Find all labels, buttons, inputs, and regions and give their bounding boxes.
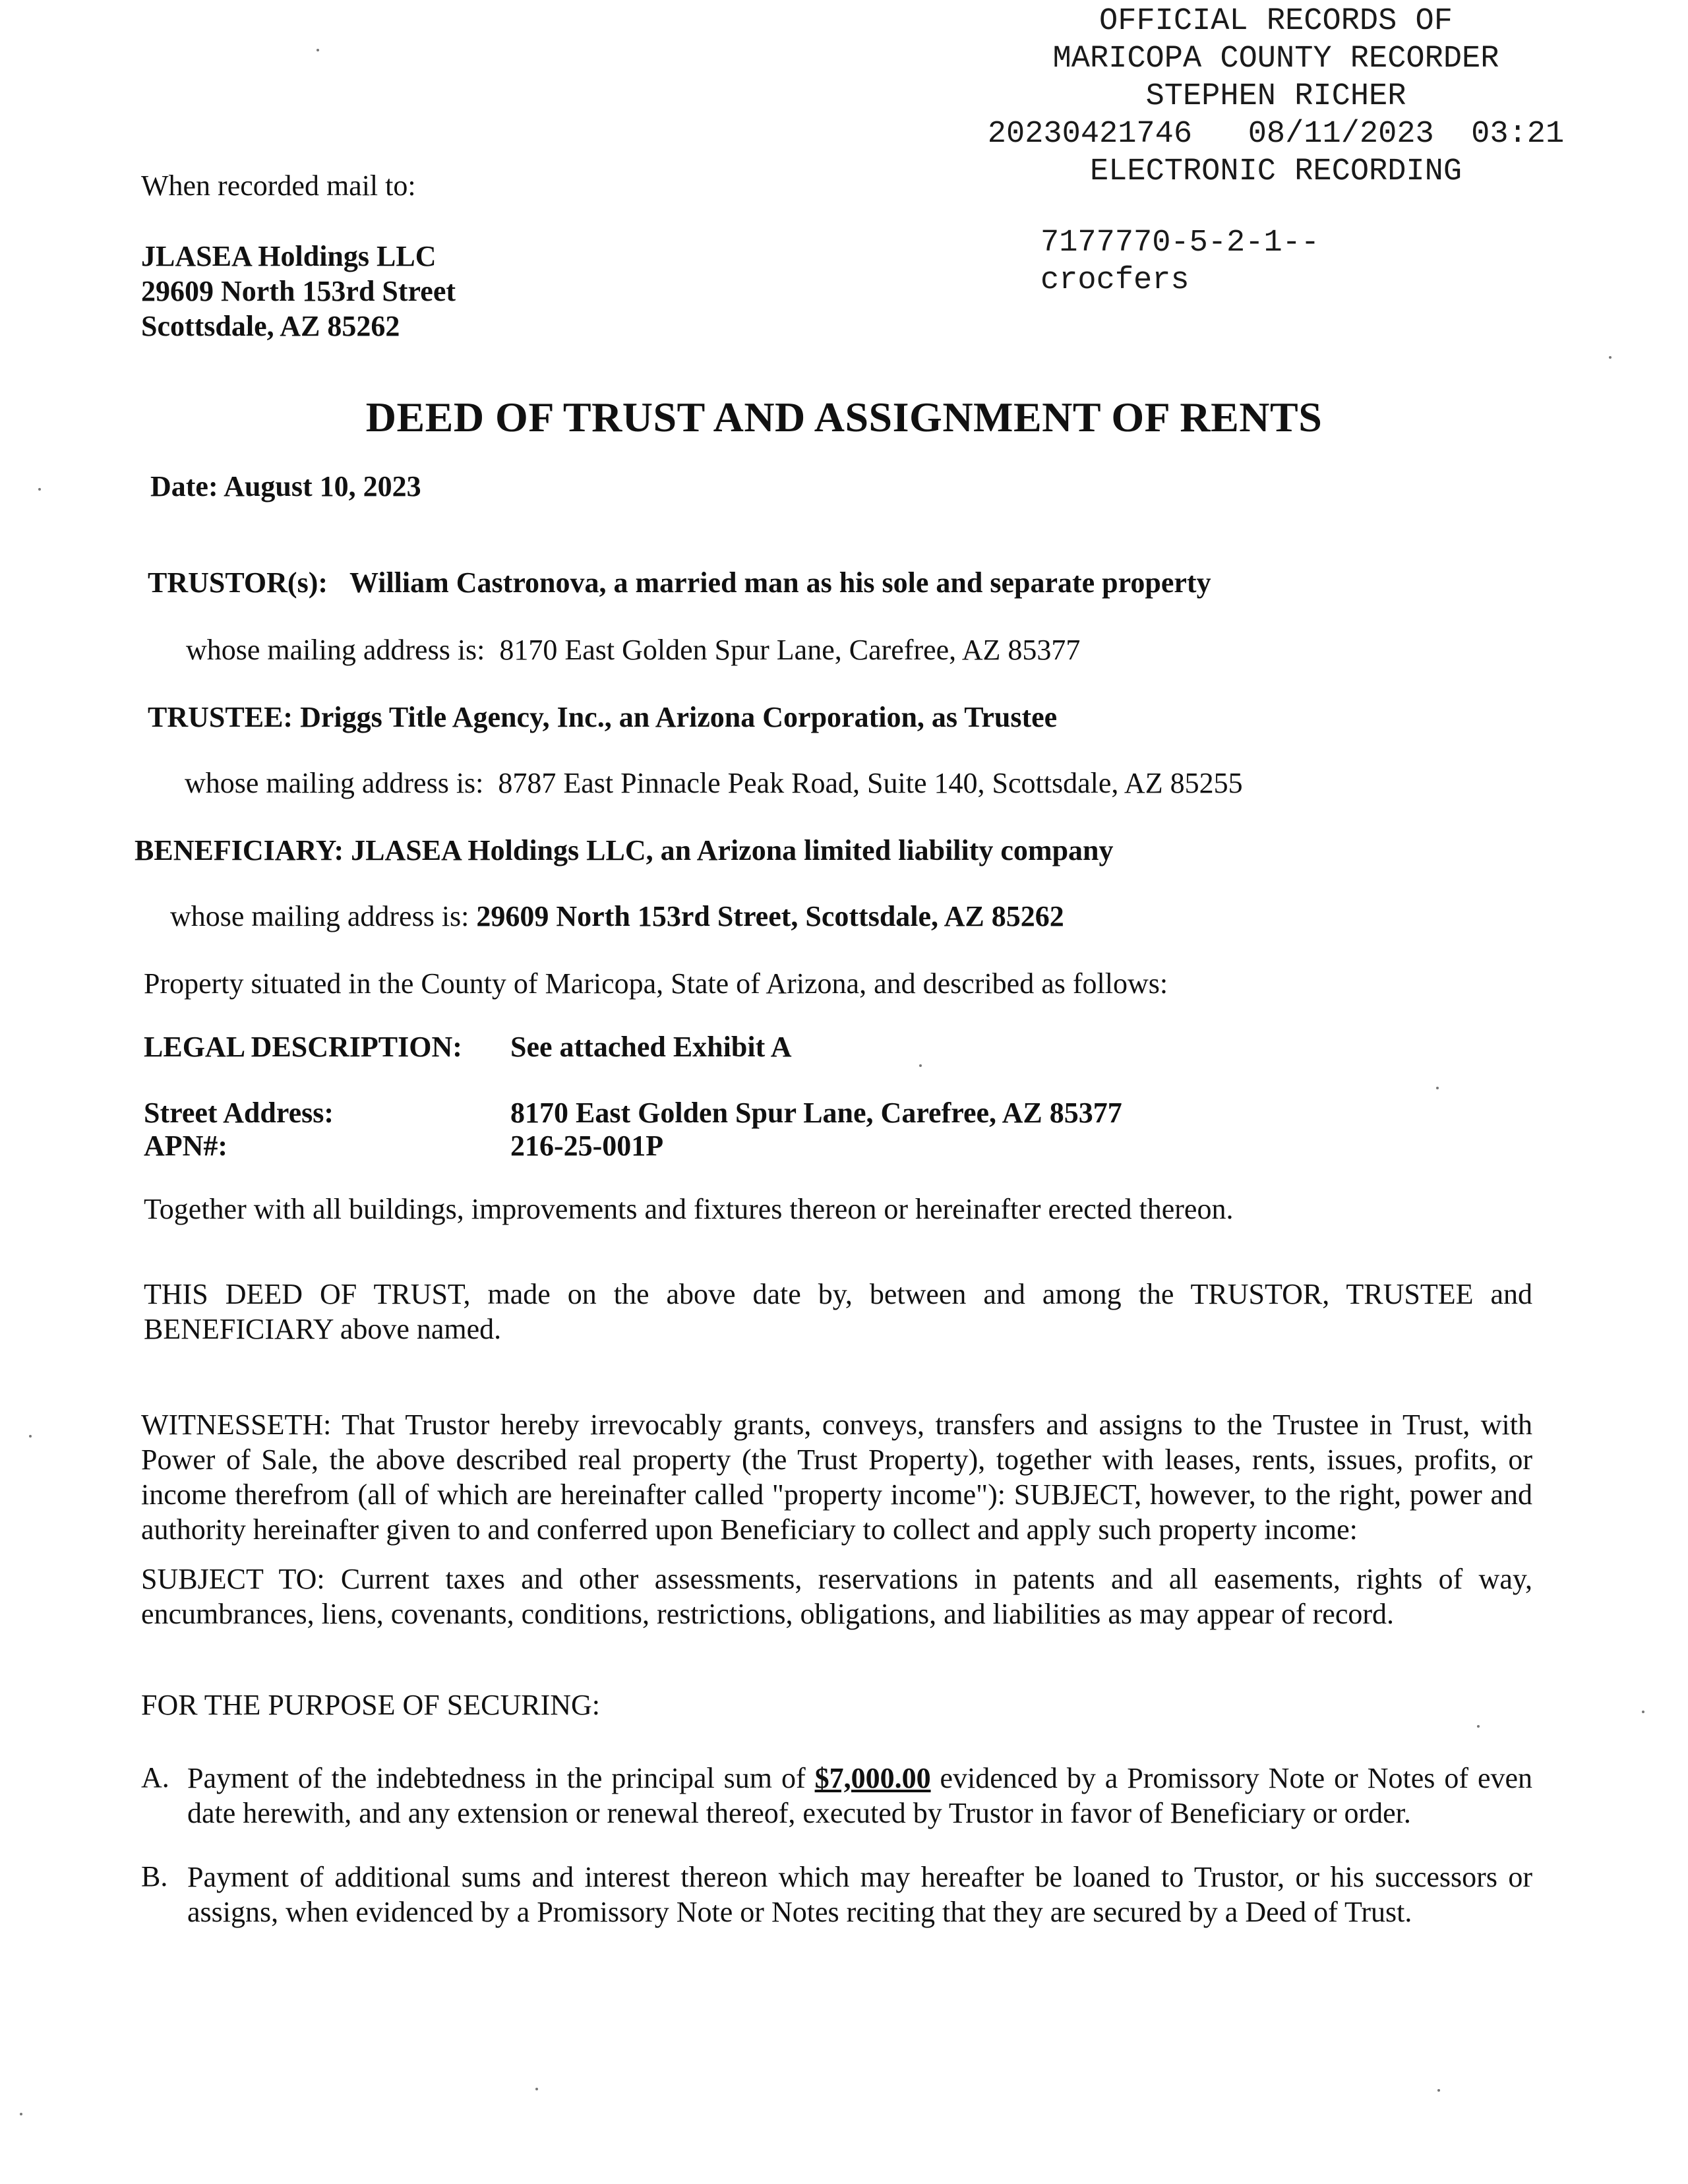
item-b-letter: B. [141,1860,168,1893]
recording-date: 08/11/2023 [1248,117,1434,152]
document-date: Date: August 10, 2023 [150,470,421,502]
street-address-value: 8170 East Golden Spur Lane, Carefree, AZ 85377 [510,1097,1122,1129]
trustee-mailing-prefix: whose mailing address is: [185,767,484,799]
trustor-value: William Castronova, a married man as his sole and separate property [349,566,1211,599]
street-address-label: Street Address: [144,1097,334,1129]
trustee-mailing-address: 8787 East Pinnacle Peak Road, Suite 140, Scottsdale, AZ 85255 [498,767,1243,799]
scan-speck [1609,356,1612,359]
item-a-text-before: Payment of the indebtedness in the principal sum of [187,1762,815,1794]
mail-to-label: When recorded mail to: [141,169,416,202]
item-a-text [187,1761,1532,1831]
trustee-value: Driggs Title Agency, Inc., an Arizona Corporation, as Trustee [300,701,1058,733]
legal-description-label: LEGAL DESCRIPTION: [144,1031,462,1063]
recording-number-line [910,115,1642,153]
scan-speck [919,1064,922,1067]
scan-speck [1477,1725,1480,1728]
trustee-mailing [185,766,1243,800]
scan-speck [20,2113,22,2115]
trustee-line [148,700,1057,734]
trustor-line [148,566,1211,599]
trustor-mailing [186,633,1080,667]
mail-to-city: Scottsdale, AZ 85262 [141,310,400,342]
trustor-mailing-prefix: whose mailing address is: [186,634,485,666]
beneficiary-mailing-address: 29609 North 153rd Street, Scottsdale, AZ 85262 [476,900,1064,932]
together-clause: Together with all buildings, improvements and fixtures thereon or hereinafter erected thereon. [144,1193,1234,1225]
recorder-line-1: OFFICIAL RECORDS OF [1099,4,1453,39]
beneficiary-line [135,834,1114,867]
property-intro: Property situated in the County of Maricopa, State of Arizona, and described as follows: [144,967,1168,1000]
apn-label: APN#: [144,1130,228,1162]
recorder-stamp [910,3,1642,191]
recorder-line-3: STEPHEN RICHER [1145,79,1406,114]
recorder-line-5: ELECTRONIC RECORDING [1089,154,1462,189]
apn-value: 216-25-001P [510,1130,664,1162]
scan-speck [316,49,319,51]
trustee-label: TRUSTEE: [148,701,293,733]
beneficiary-mailing-prefix: whose mailing address is: [170,900,469,932]
item-a-letter: A. [141,1761,169,1794]
beneficiary-label: BENEFICIARY: [135,834,344,866]
mail-to-street: 29609 North 153rd Street [141,275,456,307]
beneficiary-mailing [170,899,1064,933]
trustor-label: TRUSTOR(s): [148,566,328,599]
mail-to-address [141,239,456,344]
scan-speck [535,2088,538,2090]
scan-speck [1642,1711,1644,1713]
legal-description-value: See attached Exhibit A [510,1031,792,1063]
item-b-text: Payment of additional sums and interest thereon which may hereafter be loaned to Trustor, or his successors or assigns, when evidenced by a Promissory Note or Notes reciting that they are secured by a Deed of Trust. [187,1861,1532,1928]
witnesseth-paragraph: WITNESSETH: That Trustor hereby irrevocably grants, conveys, transfers and assigns to the Trustee in Trust, with Power of Sale, the above described real property (the Trust Property), together with leases, rents, issues, profits, or income therefrom (all of which are hereinafter called "property income"): SUBJECT, however, to the right, power and authority hereinafter given to and conferred upon Beneficiary to collect and apply such property income: [141,1409,1532,1546]
document-reference [1040,224,1319,299]
beneficiary-value: JLASEA Holdings LLC, an Arizona limited liability company [351,834,1114,866]
mail-to-name: JLASEA Holdings LLC [141,240,437,272]
purpose-heading: FOR THE PURPOSE OF SECURING: [141,1689,601,1721]
principal-sum: $7,000.00 [814,1762,931,1794]
scan-speck [38,488,41,491]
recording-number: 20230421746 [987,117,1193,152]
doc-reference-line-1: 7177770-5-2-1-- [1040,226,1320,260]
document-title: DEED OF TRUST AND ASSIGNMENT OF RENTS [365,394,1323,440]
scan-speck [1437,2089,1440,2092]
recording-time: 03:21 [1471,117,1565,152]
trustor-mailing-address: 8170 East Golden Spur Lane, Carefree, AZ 85377 [499,634,1081,666]
subject-to-paragraph: SUBJECT TO: Current taxes and other assessments, reservations in patents and all easements, rights of way, encumbrances, liens, covenants, conditions, restrictions, obligations, and liabilities as may appear of record. [141,1563,1532,1630]
this-deed-paragraph: THIS DEED OF TRUST, made on the above date by, between and among the TRUSTOR, TRUSTEE and BENEFICIARY above named. [144,1278,1532,1345]
recorder-line-2: MARICOPA COUNTY RECORDER [1052,42,1499,76]
doc-reference-line-2: crocfers [1040,263,1190,298]
item-a-text-after: evidenced by a Promissory Note or Notes of even date herewith, and any extension or renewal thereof, executed by Trustor in favor of Beneficiary or order. [187,1762,1533,1829]
scan-speck [1436,1087,1439,1089]
scan-speck [29,1435,32,1438]
